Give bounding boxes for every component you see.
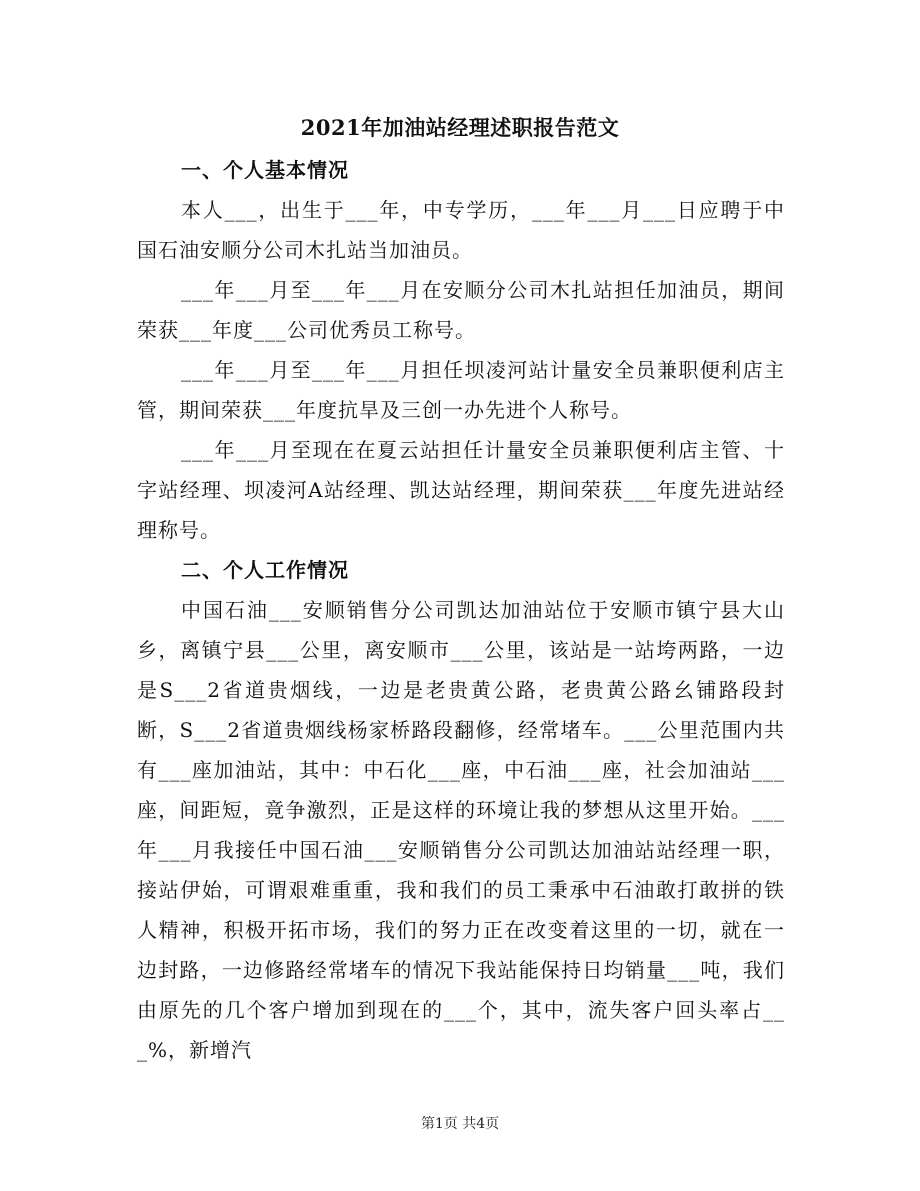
paragraph: 本人___，出生于___年，中专学历，___年___月___日应聘于中国石油安顺分公司木扎站当加油员。 [137,198,785,262]
section-heading-2: 二、个人工作情况 [181,558,349,582]
page-number: 第1页 共4页 [420,1116,500,1132]
paragraph: ___年___月至___年___月担任坝凌河站计量安全员兼职便利店主管，期间荣获___年度抗旱及三创一办先进个人称号。 [137,358,785,422]
document-body [137,150,785,1070]
paragraph: ___年___月至现在在夏云站担任计量安全员兼职便利店主管、十字站经理、坝凌河A站经理、凯达站经理，期间荣获___年度先进站经理称号。 [137,438,785,542]
document-title: 2021年加油站经理述职报告范文 [300,115,620,140]
paragraph: 中国石油___安顺销售分公司凯达加油站位于安顺市镇宁县大山乡，离镇宁县___公里，离安顺市___公里，该站是一站垮两路，一边是S___2省道贵烟线，一边是老贵黄公路，老贵黄公路幺铺路段封断，S___2省道贵烟线杨家桥路段翻修，经常堵车。___公里范围内共有___座加油站，其中：中石化___座，中石油___座，社会加油站___座，间距短，竟争激烈，正是这样的环境让我的梦想从这里开始。___年___月我接任中国石油___安顺销售分公司凯达加油站站经理一职，接站伊始，可谓艰难重重，我和我们的员工秉承中石油敢打敢拼的铁人精神，积极开拓市场，我们的努力正在改变着这里的一切，就在一边封路，一边修路经常堵车的情况下我站能保持日均销量___吨，我们由原先的几个客户增加到现在的___个，其中，流失客户回头率占___%，新增汽 [137,598,785,1062]
paragraph: ___年___月至___年___月在安顺分公司木扎站担任加油员，期间荣获___年度___公司优秀员工称号。 [137,278,785,342]
section-heading-1: 一、个人基本情况 [181,158,349,182]
